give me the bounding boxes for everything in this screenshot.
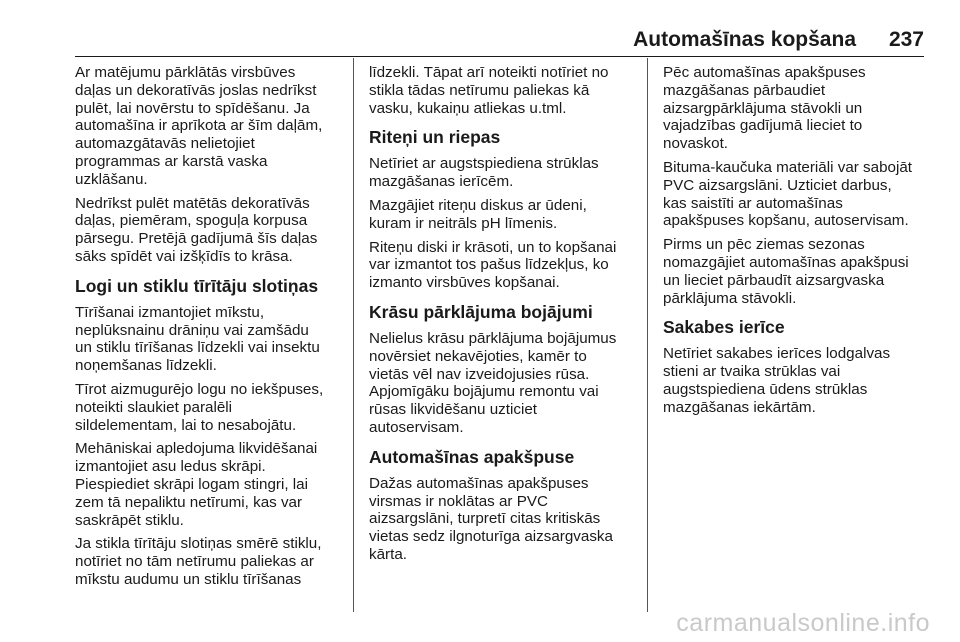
paragraph: Tīrot aizmugurējo logu no iekšpuses, noteikti slaukiet paralēli sildelementam, lai to nesabojātu. (75, 380, 324, 434)
paragraph: Nedrīkst pulēt matētās dekoratīvās daļas, piemēram, spoguļa korpusa pārsegu. Pretējā gadījumā šīs daļas sāks spīdēt vai izšķīdīs to krāsa. (75, 194, 318, 265)
column-divider (647, 58, 648, 612)
paragraph: Mehāniskai apledojuma likvidēšanai izmantojiet asu ledus skrāpi. Piespiediet skrāpi logam stingri, lai zem tā nepaliktu netīrumi, kas var saskrāpēt stiklu. (75, 440, 318, 529)
paragraph: Netīriet sakabes ierīces lodgalvas stieni ar tvaika strūklas vai augstspiediena ūdens strūklas mazgāšanas iekārtām. (663, 345, 891, 416)
paragraph: Riteņu diski ir krāsoti, un to kopšanai var izmantot tos pašus līdzekļus, ko izmanto virsbūves kopšanai. (369, 238, 617, 292)
column-divider (353, 58, 354, 612)
paragraph: Pēc automašīnas apakšpuses mazgāšanas pārbaudiet aizsargpārklājuma stāvokli un vajadzības gadījumā lieciet to novaskot. (663, 64, 866, 153)
paragraph: Nelielus krāsu pārklājuma bojājumus novērsiet nekavējoties, kamēr to vietās vēl nav izveidojusies rūsa. Apjomīgāku bojājumu remontu vai rūsas likvidēšanu uzticiet autoservisam. (369, 329, 617, 436)
paragraph: Mazgājiet riteņu diskus ar ūdeni, kuram ir neitrāls pH līmenis. (369, 196, 587, 232)
paragraph: Ar matējumu pārklātās virsbūves daļas un dekoratīvās joslas nedrīkst pulēt, lai novērstu to spīdēšanu. Ja automašīna ir aprīkota ar šīm daļām, automazgātavās nelietojiet programmas ar karstā vaska uzklāšanu. (75, 64, 323, 188)
header-divider (75, 56, 924, 57)
paragraph: Pirms un pēc ziemas sezonas nomazgājiet automašīnas apakšpusi un lieciet pārbaudīt aizsargvaska pārklājuma stāvokli. (663, 236, 909, 307)
paragraph: Dažas automašīnas apakšpuses virsmas ir noklātas ar PVC aizsargslāni, turpretī citas kritiskās vietas sedz ilgnoturīga aizsargvaska kārta. (369, 474, 613, 563)
section-heading: Riteņi un riepas (369, 127, 501, 148)
paragraph: Ja stikla tīrītāju slotiņas smērē stiklu, notīriet no tām netīrumu paliekas ar mīkstu audumu un stiklu tīrīšanas (75, 535, 322, 588)
watermark: carmanualsonline.info (676, 609, 930, 637)
section-title: Automašīnas kopšana (633, 28, 856, 51)
column-1 (75, 64, 353, 595)
page-header (0, 0, 960, 56)
section-heading: Automašīnas apakšpuse (369, 446, 575, 467)
page-number: 237 (888, 28, 924, 51)
paragraph: līdzekli. Tāpat arī noteikti notīriet no stikla tādas netīrumu paliekas kā vasku, kukaiņu atliekas u.tml. (369, 64, 609, 117)
section-heading: Krāsu pārklājuma bojājumi (369, 301, 593, 322)
column-2 (369, 64, 647, 570)
paragraph: Tīrīšanai izmantojiet mīkstu, neplūksnainu drāniņu vai zamšādu un stiklu tīrīšanas līdzekli vai insektu noņemšanas līdzekli. (75, 303, 320, 375)
section-heading: Logi un stiklu tīrītāju slotiņas (75, 275, 319, 296)
column-3 (663, 64, 953, 423)
paragraph: Netīriet ar augstspiediena strūklas mazgāšanas ierīcēm. (369, 155, 599, 191)
section-heading: Sakabes ierīce (663, 317, 785, 338)
paragraph: Bituma-kaučuka materiāli var sabojāt PVC aizsargslāni. Uzticiet darbus, kas saistīti ar automašīnas apakšpuses kopšanu, autoservisam. (663, 158, 913, 230)
